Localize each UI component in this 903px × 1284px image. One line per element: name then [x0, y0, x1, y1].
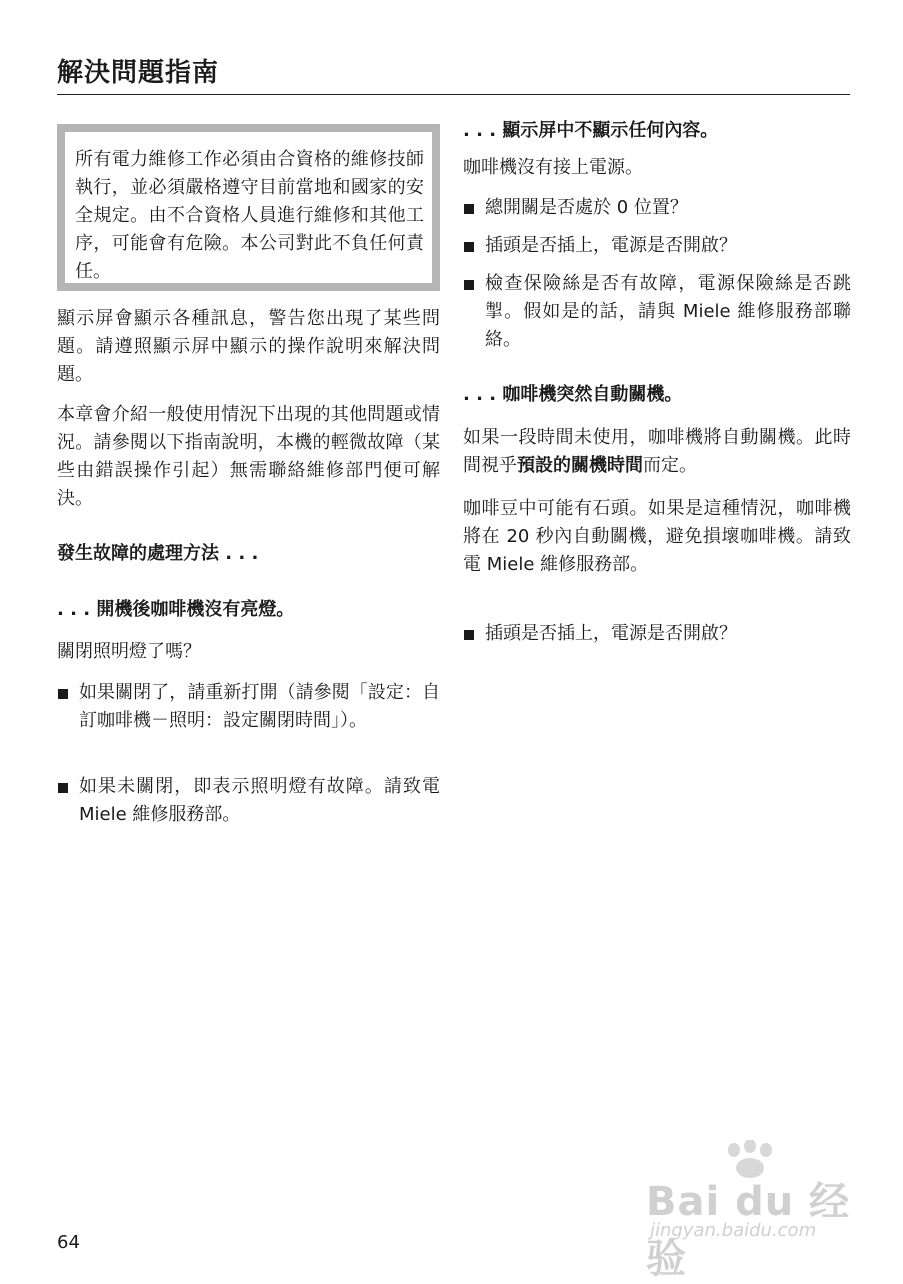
bullet-square-icon	[58, 689, 68, 699]
bullet-square-icon	[58, 783, 68, 793]
page-title: 解決問題指南	[57, 58, 220, 88]
bullet-item	[463, 270, 851, 354]
problem-heading-no-light: . . . 開機後咖啡機沒有亮燈。	[57, 599, 295, 620]
bullet-text: 如果關閉了，請重新打開（請參閱「設定：自訂咖啡機－照明：設定關閉時間」）。	[79, 682, 440, 731]
bullet-text: 檢查保險絲是否有故障，電源保險絲是否跳掣。假如是的話，請與 Miele 維修服務部聯絡。	[485, 273, 851, 350]
intro-paragraph-1: 顯示屏會顯示各種訊息，警告您出現了某些問題。請遵照顯示屏中顯示的操作說明來解決問題。	[57, 308, 440, 385]
bullet-item	[463, 194, 851, 222]
watermark-url: jingyan.baidu.com	[650, 1220, 817, 1241]
title-divider	[57, 94, 850, 95]
warning-box	[57, 124, 440, 291]
auto-off-paragraph-2: 咖啡豆中可能有石頭。如果是這種情況，咖啡機將在 20 秒內自動關機，避免損壞咖啡機。請致電 Miele 維修服務部。	[463, 498, 851, 575]
problem-cause: 咖啡機沒有接上電源。	[463, 157, 643, 178]
page-number: 64	[57, 1232, 80, 1253]
intro-paragraph-2: 本章會介紹一般使用情況下出現的其他問題或情況。請參閱以下指南說明，本機的輕微故障（某些由錯誤操作引起）無需聯絡維修部門便可解決。	[57, 404, 440, 509]
warning-text: 所有電力維修工作必須由合資格的維修技師執行，並必須嚴格遵守目前當地和國家的安全規定。由不合資格人員進行維修和其他工序，可能會有危險。本公司對此不負任何責任。	[75, 149, 424, 282]
watermark	[642, 1140, 862, 1282]
bullet-text: 插頭是否插上，電源是否開啟？	[485, 235, 737, 256]
auto-off-bold-term: 預設的關機時間	[517, 455, 643, 476]
bullet-square-icon	[464, 204, 474, 214]
auto-off-paragraph-1: 如果一段時間未使用，咖啡機將自動關機。此時間視乎預設的關機時間而定。	[463, 427, 851, 476]
bullet-item	[57, 679, 440, 735]
problem-question: 關閉照明燈了嗎？	[57, 641, 201, 662]
watermark-logo: Bai du 经验	[646, 1179, 851, 1282]
bullet-square-icon	[464, 242, 474, 252]
bullet-text: 總開關是否處於 0 位置？	[485, 197, 688, 218]
bullet-square-icon	[464, 280, 474, 290]
problem-heading-no-display: . . . 顯示屏中不顯示任何內容。	[463, 120, 719, 141]
bullet-item	[463, 620, 851, 648]
bullet-square-icon	[464, 630, 474, 640]
bullet-text: 如果未關閉，即表示照明燈有故障。請致電 Miele 維修服務部。	[79, 776, 440, 825]
section-heading: 發生故障的處理方法 . . .	[57, 543, 259, 564]
bullet-text: 插頭是否插上，電源是否開啟？	[485, 623, 737, 644]
bullet-item	[463, 232, 851, 260]
bullet-item	[57, 773, 440, 829]
problem-heading-auto-off: . . . 咖啡機突然自動關機。	[463, 384, 683, 405]
